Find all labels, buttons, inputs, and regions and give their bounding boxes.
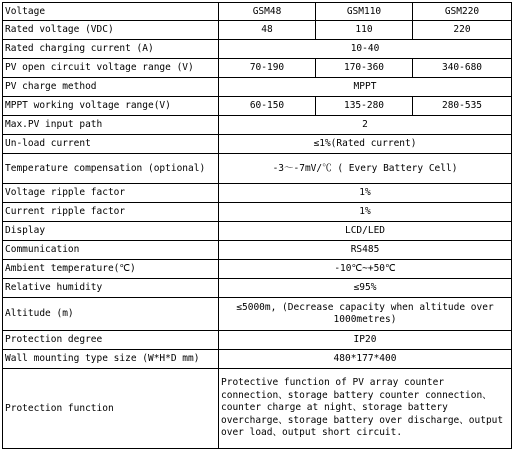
- row-label: Display: [3, 222, 219, 241]
- cell-value: 480*177*400: [219, 350, 512, 369]
- cell-value: 10-40: [219, 40, 512, 59]
- cell-value: ≤5000m, (Decrease capacity when altitude over 1000metres): [219, 298, 512, 331]
- spec-table: [2, 2, 512, 449]
- cell-value: IP20: [219, 331, 512, 350]
- row-label: Altitude (m): [3, 298, 219, 331]
- row-label: Communication: [3, 241, 219, 260]
- table-row: [3, 222, 512, 241]
- table-row: [3, 350, 512, 369]
- table-row: [3, 154, 512, 184]
- cell-value: 48: [219, 21, 316, 40]
- row-label: PV open circuit voltage range (V): [3, 59, 219, 78]
- cell-value: ≤1%(Rated current): [219, 135, 512, 154]
- row-label: Rated charging current (A): [3, 40, 219, 59]
- cell-value: GSM110: [316, 3, 413, 21]
- row-label: Relative humidity: [3, 279, 219, 298]
- table-row: [3, 40, 512, 59]
- row-label: Wall mounting type size (W*H*D mm): [3, 350, 219, 369]
- table-row: [3, 331, 512, 350]
- cell-value: RS485: [219, 241, 512, 260]
- cell-value: 110: [316, 21, 413, 40]
- cell-value: -3～-7mV/℃ ( Every Battery Cell): [219, 154, 512, 184]
- table-row: [3, 369, 512, 449]
- table-row: [3, 241, 512, 260]
- table-row: [3, 184, 512, 203]
- row-label: MPPT working voltage range(V): [3, 97, 219, 116]
- cell-value: 280-535: [413, 97, 512, 116]
- table-row: [3, 97, 512, 116]
- cell-value: GSM220: [413, 3, 512, 21]
- row-label: Current ripple factor: [3, 203, 219, 222]
- table-row: [3, 116, 512, 135]
- table-row: [3, 260, 512, 279]
- table-row: [3, 59, 512, 78]
- table-row: [3, 3, 512, 21]
- row-label: Max.PV input path: [3, 116, 219, 135]
- cell-value: MPPT: [219, 78, 512, 97]
- row-label: Voltage: [3, 3, 219, 21]
- cell-value: -10℃~+50℃: [219, 260, 512, 279]
- cell-value: 135-280: [316, 97, 413, 116]
- row-label: Temperature compensation (optional): [3, 154, 219, 184]
- row-label: Voltage ripple factor: [3, 184, 219, 203]
- table-row: [3, 21, 512, 40]
- row-label: PV charge method: [3, 78, 219, 97]
- row-label: Ambient temperature(℃): [3, 260, 219, 279]
- cell-value: GSM48: [219, 3, 316, 21]
- cell-value: ≤95%: [219, 279, 512, 298]
- table-row: [3, 135, 512, 154]
- cell-value: 1%: [219, 203, 512, 222]
- table-row: [3, 279, 512, 298]
- cell-value: 60-150: [219, 97, 316, 116]
- cell-value: 70-190: [219, 59, 316, 78]
- table-row: [3, 203, 512, 222]
- cell-value: 2: [219, 116, 512, 135]
- cell-value: LCD/LED: [219, 222, 512, 241]
- row-label: Protection function: [3, 369, 219, 449]
- cell-value: 220: [413, 21, 512, 40]
- row-label: Protection degree: [3, 331, 219, 350]
- table-row: [3, 298, 512, 331]
- cell-value: 1%: [219, 184, 512, 203]
- cell-value: 170-360: [316, 59, 413, 78]
- row-label: Rated voltage (VDC): [3, 21, 219, 40]
- cell-value: Protective function of PV array counter connection、storage battery counter connection、counter charge at night、storage battery overcharge、storage battery over discharge、output over load、output short circuit.: [219, 369, 512, 449]
- cell-value: 340-680: [413, 59, 512, 78]
- table-row: [3, 78, 512, 97]
- row-label: Un-load current: [3, 135, 219, 154]
